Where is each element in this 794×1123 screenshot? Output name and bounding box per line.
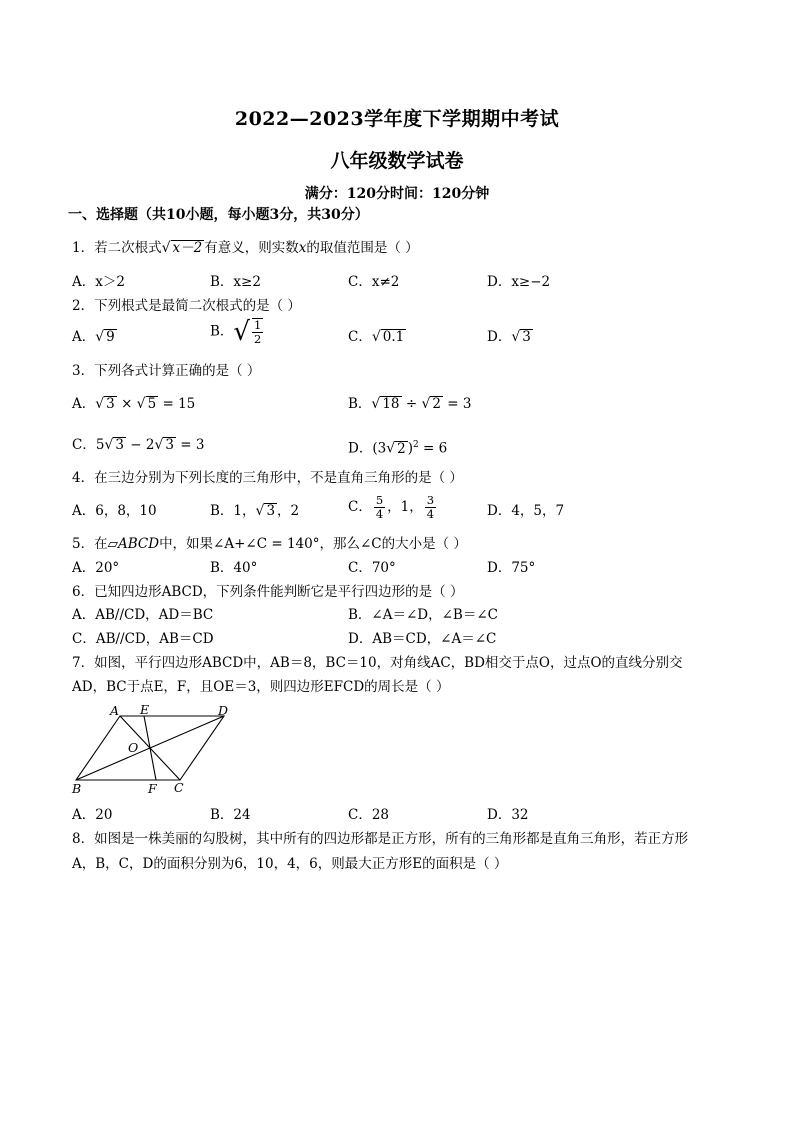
q4-option-a: A．6，8，10 xyxy=(72,503,157,519)
question-6: 6．已知四边形ABCD，下列条件能判断它是平行四边形的是（ ） xyxy=(72,584,464,600)
q3-option-d: D．(3√ 2 )$^2$ = 6 xyxy=(348,440,448,457)
q6-option-d: D．AB＝CD，∠A＝∠C xyxy=(348,631,497,647)
q5-option-b: B．40° xyxy=(210,560,258,576)
q1-option-b: B．x≥2 xyxy=(210,274,261,290)
q4-option-c: C． $\frac{5}{4}$ ，1， $\frac{3}{4}$ xyxy=(348,493,435,521)
q1-radicand: x－2 xyxy=(172,240,203,256)
question-3: 3．下列各式计算正确的是（ ） xyxy=(72,363,261,379)
question-4: 4．在三边分别为下列长度的三角形中，不是直角三角形的是（ ） xyxy=(72,470,463,486)
exam-title: 2022—2023学年度下学期期中考试 xyxy=(234,108,560,130)
label-b: B xyxy=(72,781,82,796)
label-a: A xyxy=(110,703,120,718)
question-7-line-1: 7．如图，平行四边形ABCD中，AB＝8，BC＝10，对角线AC，BD相交于点O，过点O的直线分别交 xyxy=(72,655,683,671)
q6-option-c: C．AB//CD，AB＝CD xyxy=(72,631,214,647)
q5-option-c: C．70° xyxy=(348,560,396,576)
q2-option-b: B．√ $\frac{1}{2}$ xyxy=(210,317,262,347)
q5-option-a: A．20° xyxy=(72,560,120,576)
question-7-line-2: AD，BC于点E，F，且OE＝3，则四边形EFCD的周长是（ ） xyxy=(72,679,450,695)
section-heading: 一、选择题（共10小题，每小题3分，共30分） xyxy=(68,207,369,223)
q1-option-c: C．x≠2 xyxy=(348,274,400,290)
question-5: 5．在▱ABCD中，如果∠A+∠C = 140°，那么∠C的大小是（ ） xyxy=(72,536,467,552)
label-d: D xyxy=(218,703,229,718)
q1-option-a: A．x＞2 xyxy=(72,274,125,290)
q7-option-a: A．20 xyxy=(72,807,113,823)
q6-option-a: A．AB//CD，AD＝BC xyxy=(72,607,214,623)
q5-option-d: D．75° xyxy=(487,560,536,576)
q7-option-c: C．28 xyxy=(348,807,390,823)
exam-info: 满分：120分时间：120分钟 xyxy=(304,186,490,202)
question-8-line-1: 8．如图是一株美丽的勾股树，其中所有的四边形都是正方形，所有的三角形都是直角三角形，若正方形 xyxy=(72,831,689,847)
q1-option-d: D．x≥−2 xyxy=(487,274,551,290)
q7-option-b: B．24 xyxy=(210,807,251,823)
question-8-line-2: A，B，C，D的面积分别为6，10，4，6，则最大正方形E的面积是（ ） xyxy=(72,856,508,872)
label-e: E xyxy=(140,702,150,717)
q2-option-d: D．√ 3 xyxy=(487,329,531,345)
q2-option-a: A．√ 9 xyxy=(72,329,115,345)
label-c: C xyxy=(174,780,184,795)
q2-option-c: C．√ 0.1 xyxy=(348,329,405,345)
label-o: O xyxy=(128,740,139,755)
parallelogram-figure xyxy=(66,700,246,800)
question-2: 2．下列根式是最简二次根式的是（ ） xyxy=(72,298,301,314)
label-f: F xyxy=(148,781,157,796)
q7-option-d: D．32 xyxy=(487,807,529,823)
question-1: 1．若二次根式√ x－2 有意义，则实数x的取值范围是（ ） xyxy=(72,240,419,256)
q3-option-c: C．5√ 3 − 2√ 3 = 3 xyxy=(72,437,205,453)
q4-option-d: D．4，5，7 xyxy=(487,503,565,519)
q6-option-b: B．∠A＝∠D，∠B＝∠C xyxy=(348,607,498,623)
exam-subtitle: 八年级数学试卷 xyxy=(330,150,464,172)
q4-option-b: B．1，√ 3 ，2 xyxy=(210,503,300,519)
q3-option-b: B．√ 18 ÷ √ 2 = 3 xyxy=(348,396,472,412)
q3-option-a: A．√ 3 × √ 5 = 15 xyxy=(72,396,196,412)
